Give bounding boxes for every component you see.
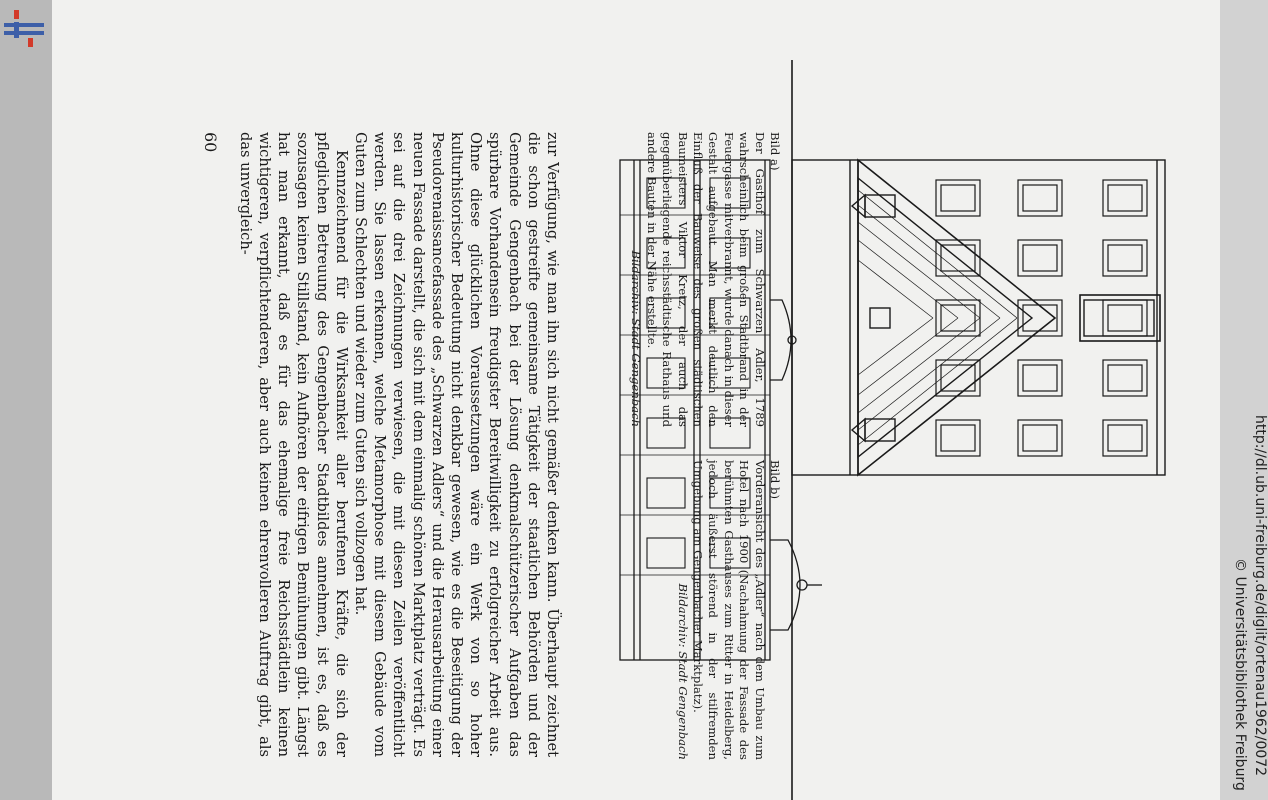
body-text — [236, 132, 562, 757]
figure-a-credit: Bildarchiv: Stadt Gengenbach — [629, 250, 644, 427]
scanned-page — [52, 0, 1268, 800]
book-page-rotated — [52, 0, 1220, 800]
figure-b-text: Vorderansicht des „Adler“ nach dem Umbau zum Hotel nach 1900 (Nachahmung der Fassade des berühmten Gasthauses zum Ritter in Heidelberg, jedoch äußerst störend in der stilfremden Umgebung am Gengenbacher Marktplatz). — [690, 460, 767, 760]
viewer-sidebar — [0, 0, 52, 800]
figure-b-label: Bild b) — [768, 460, 782, 499]
figure-b-caption — [674, 460, 782, 760]
drawing-a-facade — [792, 60, 1165, 800]
figure-a-caption — [628, 132, 782, 427]
figure-a-label: Bild a) — [768, 132, 782, 171]
figure-b-credit: Bildarchiv: Stadt Gengenbach — [675, 583, 690, 760]
body-paragraph-2: Kennzeichnend für die Wirksamkeit aller berufenen Kräfte, die sich der pfleglichen Betreuung des Gengenbacher Stadtbildes annehmen, ist es, daß es sozusagen keinen Stillstand, kein Aufhören der eifrigen Bemühungen gibt. Längst hat man erkannt, daß es für das ehemalige freie Reichsstädtlein keinen wichtigeren, verpflichtenderen, aber auch keinen ehrenvolleren Auftrag gibt, als das unvergleich- — [236, 132, 350, 757]
page-number: 60 — [201, 132, 220, 153]
watermark-copyright: © Universitätsbibliothek Freiburg — [1232, 558, 1248, 791]
body-paragraph-1: zur Verfügung, wie man ihn sich nicht gemäßer denken kann. Überhaupt zeichnet die schon gestreifte gemeinsame Tätigkeit der staatlichen Behörden und der Gemeinde Gengenbach bei der Lösung denkmalschützerischer Aufgaben das spürbare Vorhandensein freudigster Bereitwilligkeit zu erfolgreicher Arbeit aus. Ohne diese glücklichen Voraussetzungen wäre ein Werk von so hoher kulturhistorischer Bedeutung nicht denkbar gewesen, wie es die Beseitigung der Pseudorenaissancefassade des „Schwarzen Adlers“ und die Herausarbeitung einer neuen Fassade darstellt, die sich mit dem einmalig schönen Marktplatz verträgt. Es sei auf die drei Zeichnungen verwiesen, die mit diesen Zeilen veröffentlicht werden. Sie lassen erkennen, welche Metamorphose mit diesem Gebäude vom Guten zum Schlechten und wieder zum Guten sich vollzogen hat. — [351, 132, 561, 757]
library-logo-icon — [2, 8, 46, 52]
figure-a-text: Der Gasthof zum Schwarzen Adler, 1789 wahrscheinlich beim großen Stadtbrand in der Feuergasse mitverbrannt, wurde danach in dieser Gestalt aufgebaut. Man merkt deutlich den Einfluß der Bauweise des großen städtischen Baumeisters Viktor Kretz, der auch das gegenüberliegende reichsstädtische Rathaus und andere Bauten in der Nähe erstellte. — [644, 132, 767, 427]
watermark-url: http://dl.ub.uni-freiburg.de/diglit/ortenau1962/0072 — [1252, 415, 1268, 777]
